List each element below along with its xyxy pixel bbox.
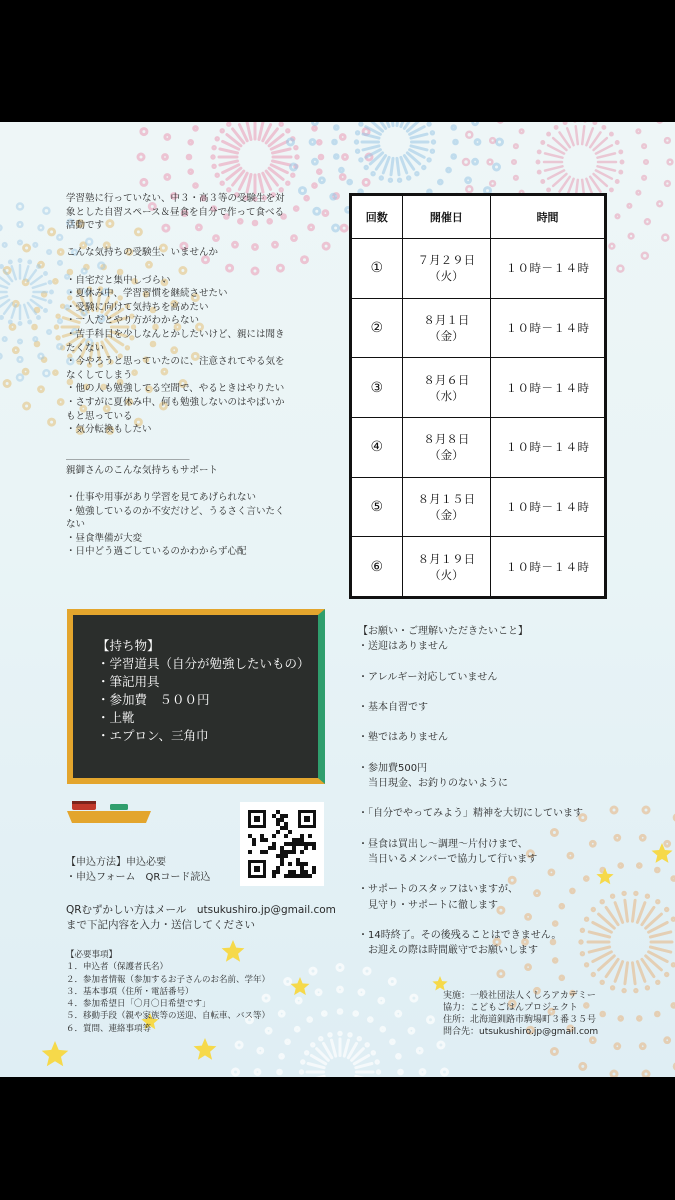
chalkboard — [67, 609, 325, 784]
flyer — [0, 122, 675, 1077]
belongings-list — [97, 637, 310, 745]
organizer-info: 実施：一般社団法人くしろアカデミー 協力：こどもごはんプロジェクト 住所：北海道釧路市駒場町３番３５号 問合先：utsukushiro.jp@gmail.com — [443, 991, 599, 1037]
schedule-table — [349, 193, 607, 599]
session-date: ８月１日 （金） — [402, 298, 491, 358]
session-number: ⑤ — [352, 477, 403, 537]
header-date: 開催日 — [402, 196, 491, 239]
star-icon — [42, 1041, 69, 1066]
header-count: 回数 — [352, 196, 403, 239]
session-number: ① — [352, 239, 403, 299]
star-icon — [432, 976, 447, 991]
table-row — [352, 298, 605, 358]
session-time: １０時－１４時 — [491, 477, 605, 537]
belongings-item: ・上靴 — [97, 710, 135, 725]
requirements-list: 【必要事項】 １．申込者（保護者氏名） ２．参加者情報（参加するお子さんのお名前、学年） ３．基本事項（住所・電話番号） ４．参加希望日「〇月〇日希望です」 ５．移動手段（親や家族等の送迎、自転車、バス等） ６．質問、連絡事項等 — [66, 950, 271, 1034]
belongings-item: ・参加費 ５００円 — [97, 692, 210, 707]
session-time: １０時－１４時 — [491, 298, 605, 358]
table-row — [352, 239, 605, 299]
session-time: １０時－１４時 — [491, 239, 605, 299]
intro-text: 学習塾に行っていない、中３・高３等の受験生を対 象とした自習スペース＆昼食を自分で作って食べる 活動です こんな気持ちの受験生、いませんか ・自宅だと集中しづらい ・夏休み中、学習習慣を継続させたい ・受験に向けて気持ちを高めたい ・一人だとやり方がわからない ・苦手科目を少しなんとかしたいけど、親には聞き たくない ・今やろうと思っていたのに、注意されてやる気を なくしてしまう ・他の人も勉強してる空間で、やるときはやりたい ・さすがに夏休み中、何も勉強しないのはやばいか もと思っている ・気分転換もしたい ＿＿＿＿＿＿＿＿＿＿＿＿＿ 親御さんのこんな気持ちもサポート ・仕事や用事があり学習を見てあげられない ・勉強しているのか不安だけど、うるさく言いたく ない ・昼食準備が大変 ・日中どう過ごしているのかわからず心配 — [66, 193, 285, 558]
email-note: QRむずかしい方はメール utsukushiro.jp@gmail.com まで下記内容を入力・送信してください — [66, 904, 336, 931]
chalk-tray-icon — [66, 799, 152, 825]
session-date: ８月６日 （水） — [402, 358, 491, 418]
belongings-item: ・学習道具（自分が勉強したいもの） — [97, 656, 310, 671]
qr-code[interactable] — [240, 802, 324, 886]
session-date: ８月１５日 （金） — [402, 477, 491, 537]
belongings-title: 【持ち物】 — [97, 638, 160, 653]
session-time: １０時－１４時 — [491, 358, 605, 418]
table-row — [352, 417, 605, 477]
session-date: ８月８日 （金） — [402, 417, 491, 477]
application-method: 【申込方法】申込必要 ・申込フォーム QRコード読込 — [66, 857, 211, 883]
belongings-item: ・エプロン、三角巾 — [97, 728, 209, 743]
session-date: ７月２９日 （火） — [402, 239, 491, 299]
star-icon — [291, 977, 310, 995]
session-time: １０時－１４時 — [491, 537, 605, 597]
session-number: ⑥ — [352, 537, 403, 597]
notes-list: 【お願い・ご理解いただきたいこと】 ・送迎はありません ・アレルギー対応していません ・基本自習です ・塾ではありません ・参加費500円 当日現金、お釣りのないように ・「自分でやってみよう」精神を大切にしています ・昼食は買出し～調理～片付けまで、 当日いるメンバーで協力して行います ・サポートのスタッフはいますが、 見守り・サポートに徹します ・14時終了。その後残ることはできません。 お迎えの際は時間厳守でお願いします — [358, 626, 583, 957]
table-row — [352, 477, 605, 537]
session-date: ８月１９日 （火） — [402, 537, 491, 597]
session-number: ④ — [352, 417, 403, 477]
table-row — [352, 358, 605, 418]
header-time: 時間 — [491, 196, 605, 239]
belongings-item: ・筆記用具 — [97, 674, 160, 689]
star-icon — [194, 1038, 217, 1060]
table-row — [352, 537, 605, 597]
session-number: ② — [352, 298, 403, 358]
session-number: ③ — [352, 358, 403, 418]
session-time: １０時－１４時 — [491, 417, 605, 477]
